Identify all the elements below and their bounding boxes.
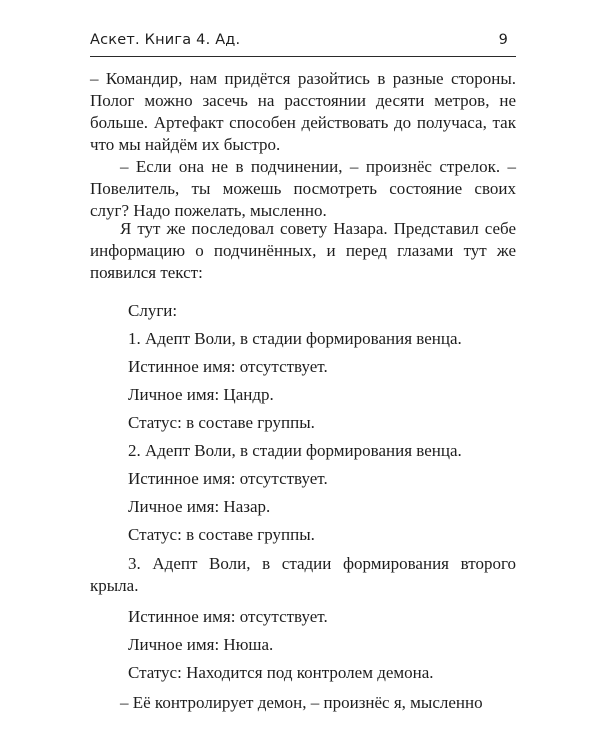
running-header	[90, 32, 516, 52]
servant-3-title: 3. Адепт Воли, в стадии формирования второго крыла.	[90, 554, 516, 595]
servant-3-status: Статус: Находится под контролем демона.	[128, 663, 434, 682]
servant-1-true-name: Истинное имя: отсутствует.	[128, 357, 328, 376]
book-page	[90, 0, 516, 750]
paragraph-commander: – Командир, нам придётся разойтись в разные стороны. Полог можно засечь на расстоянии десяти метров, не больше. Артефакт способен действовать до получаса, так что мы найдём их быстро.	[90, 69, 516, 154]
paragraph-shooter: – Если она не в подчинении, – произнёс стрелок. – Повелитель, ты можешь посмотреть состояние своих слуг? Надо пожелать, мысленно.	[90, 157, 516, 220]
paragraph-advice: Я тут же последовал совету Назара. Представил себе информацию о подчинённых, и перед глазами тут же появился текст:	[90, 219, 516, 282]
servant-3-personal-name: Личное имя: Нюша.	[128, 635, 274, 654]
servants-heading: Слуги:	[128, 301, 178, 320]
book-title: Аскет. Книга 4. Ад.	[90, 32, 241, 48]
servant-2-true-name: Истинное имя: отсутствует.	[128, 469, 328, 488]
servant-3-true-name: Истинное имя: отсутствует.	[128, 607, 328, 626]
servant-1-status: Статус: в составе группы.	[128, 413, 315, 432]
servant-1-title: 1. Адепт Воли, в стадии формирования венца.	[128, 329, 462, 348]
servant-1-personal-name: Личное имя: Цандр.	[128, 385, 274, 404]
servant-2-title: 2. Адепт Воли, в стадии формирования венца.	[128, 441, 462, 460]
paragraph-last-line: – Её контролирует демон, – произнёс я, мысленно	[120, 693, 483, 712]
page-number: 9	[498, 32, 508, 48]
servant-2-personal-name: Личное имя: Назар.	[128, 497, 271, 516]
servant-2-status: Статус: в составе группы.	[128, 525, 315, 544]
header-rule	[90, 56, 516, 57]
